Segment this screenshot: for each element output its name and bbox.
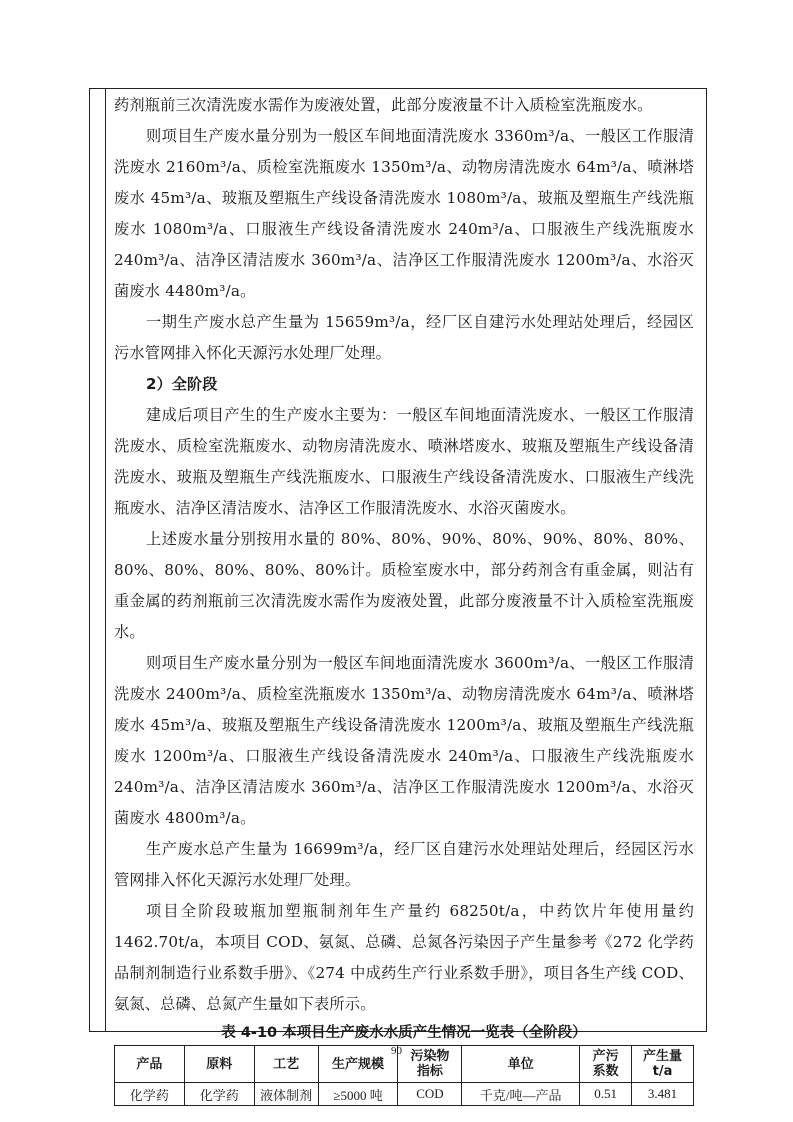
header-amount: 产生量 t/a [632, 1046, 694, 1083]
paragraph-6: 则项目生产废水量分别为一般区车间地面清洗废水 3600m³/a、一般区工作服清洗废水 2400m³/a、质检室洗瓶废水 1350m³/a、动物房清洗废水 64m³/a、喷淋塔废水 45m³/a、玻瓶及塑瓶生产线设备清洗废水 1200m³/a、玻瓶及塑瓶生产线洗瓶废水 1200m³/a、口服液生产线设备清洗废水 240m³/a、口服液生产线洗瓶废水 240m³/a、洁净区清洁废水 360m³/a、洁净区工作服清洗废水 1200m³/a、水浴灭菌废水 4800m³/a。 [114, 654, 694, 827]
page-number: 90 [391, 1045, 402, 1057]
cell-pollutant: COD [398, 1083, 462, 1106]
header-scale: 生产规模 [318, 1046, 398, 1083]
table-caption: 表 4-10 本项目生产废水水质产生情况一览表（全阶段） [221, 1025, 587, 1041]
paragraph-2: 则项目生产废水量分别为一般区车间地面清洗废水 3360m³/a、一般区工作服清洗废水 2160m³/a、质检室洗瓶废水 1350m³/a、动物房清洗废水 64m³/a、喷淋塔废水 45m³/a、玻瓶及塑瓶生产线设备清洗废水 1080m³/a、玻瓶及塑瓶生产线洗瓶废水 1080m³/a、口服液生产线设备清洗废水 240m³/a、口服液生产线洗瓶废水 240m³/a、洁净区清洁废水 360m³/a、洁净区工作服清洗废水 1200m³/a、水浴灭菌废水 4480m³/a。 [114, 127, 694, 300]
paragraph-4: 建成后项目产生的生产废水主要为：一般区车间地面清洗废水、一般区工作服清洗废水、质检室洗瓶废水、动物房清洗废水、喷淋塔废水、玻瓶及塑瓶生产线设备清洗废水、玻瓶及塑瓶生产线洗瓶废水、口服液生产线设备清洗废水、口服液生产线洗瓶废水、洁净区清洁废水、洁净区工作服清洗废水、水浴灭菌废水。 [114, 406, 694, 517]
header-coefficient: 产污 系数 [580, 1046, 632, 1083]
section-heading: 2）全阶段 [146, 375, 218, 393]
cell-material: 化学药 [184, 1083, 254, 1106]
document-body [114, 90, 694, 1106]
cell-coefficient: 0.51 [580, 1083, 632, 1106]
frame-inner-rule [105, 88, 106, 1032]
header-unit: 单位 [462, 1046, 580, 1083]
paragraph-3: 一期生产废水总产生量为 15659m³/a，经厂区自建污水处理站处理后，经园区污水管网排入怀化天源污水处理厂处理。 [114, 313, 694, 362]
table-row [115, 1083, 694, 1106]
cell-scale: ≥5000 吨 [318, 1083, 398, 1106]
cell-amount: 3.481 [632, 1083, 694, 1106]
paragraph-5: 上述废水量分别按用水量的 80%、80%、90%、80%、90%、80%、80%、80%、80%、80%、80%、80%计。质检室废水中，部分药剂含有重金属，则沾有重金属的药剂瓶前三次清洗废水需作为废液处置，此部分废液量不计入质检室洗瓶废水。 [114, 530, 694, 641]
header-product: 产品 [115, 1046, 185, 1083]
header-process: 工艺 [254, 1046, 318, 1083]
header-pollutant: 污染物 指标 [398, 1046, 462, 1083]
header-material: 原料 [184, 1046, 254, 1083]
paragraph-8: 项目全阶段玻瓶加塑瓶制剂年生产量约 68250t/a，中药饮片年使用量约 1462.70t/a，本项目 COD、氨氮、总磷、总氮各污染因子产生量参考《272 化学药品制剂制造行业系数手册》、《274 中成药生产行业系数手册》，项目各生产线 COD、氨氮、总磷、总氮产生量如下表所示。 [114, 902, 694, 1013]
cell-process: 液体制剂 [254, 1083, 318, 1106]
cell-unit: 千克/吨—产品 [462, 1083, 580, 1106]
cell-product: 化学药 [115, 1083, 185, 1106]
paragraph-1: 药剂瓶前三次清洗废水需作为废液处置，此部分废液量不计入质检室洗瓶废水。 [114, 96, 653, 114]
paragraph-7: 生产废水总产生量为 16699m³/a，经厂区自建污水处理站处理后，经园区污水管网排入怀化天源污水处理厂处理。 [114, 840, 694, 889]
